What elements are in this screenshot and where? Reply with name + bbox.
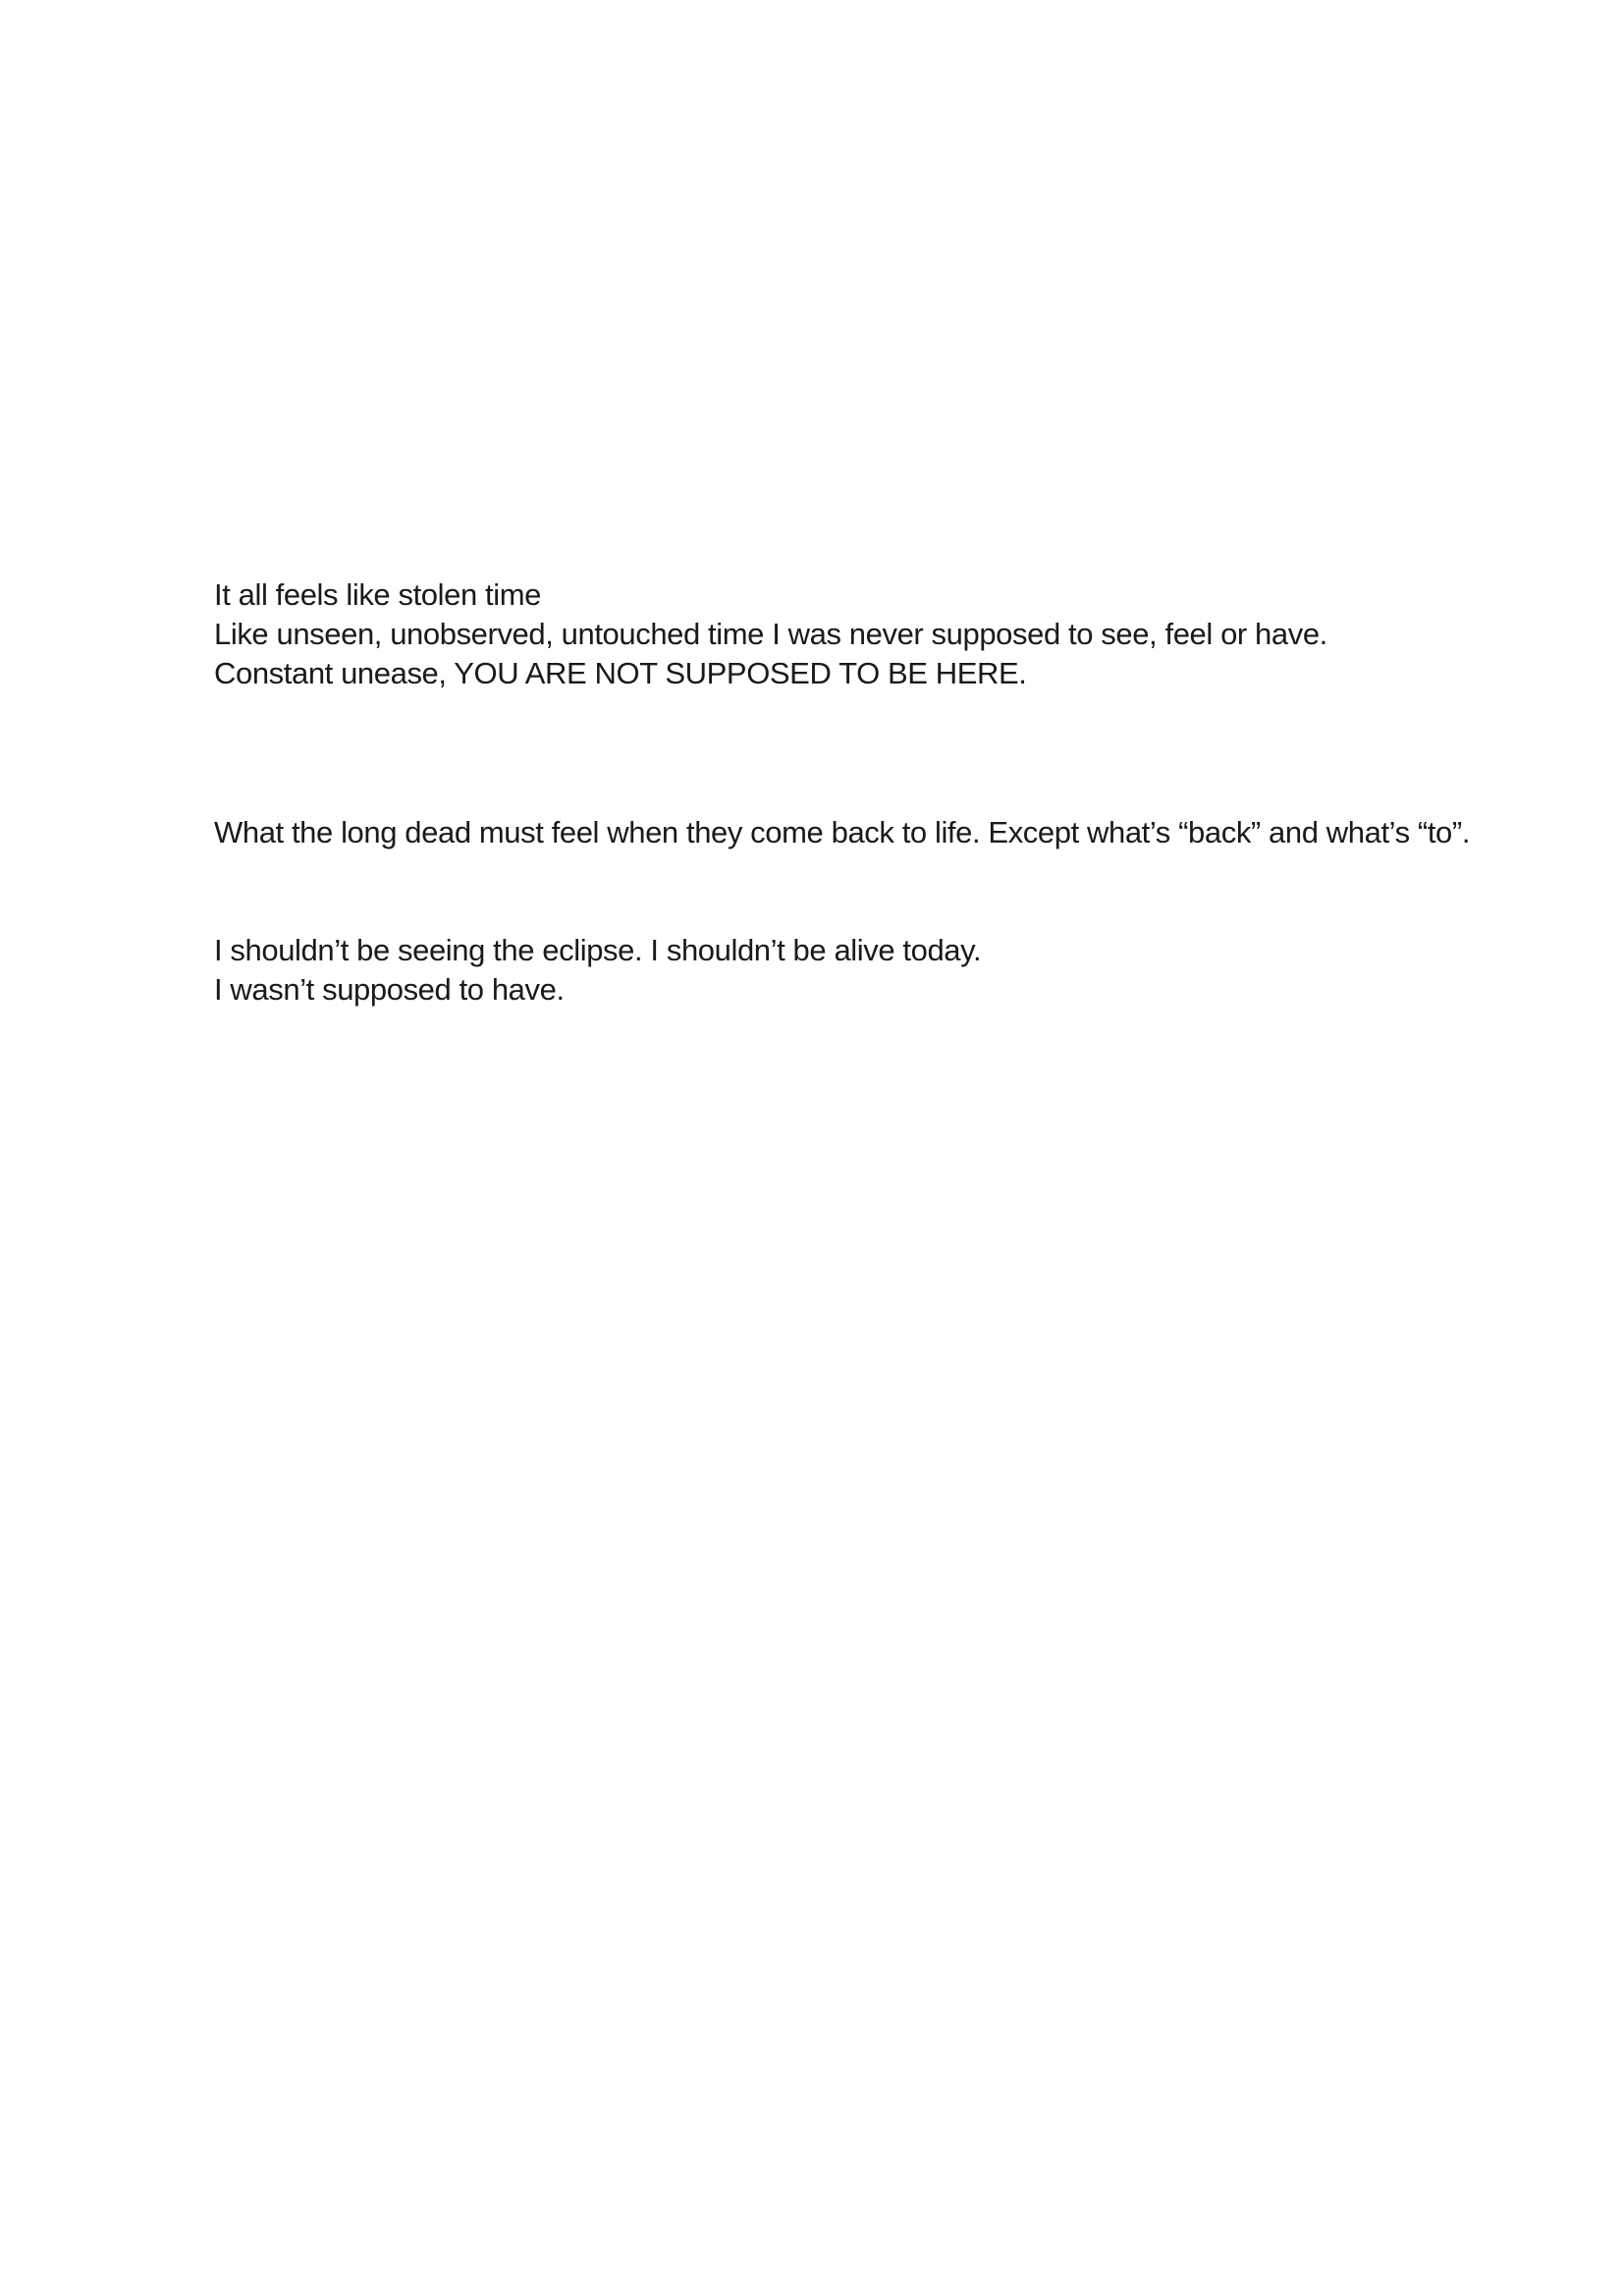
paragraph-long-dead bbox=[214, 813, 1490, 852]
paragraph-eclipse bbox=[214, 931, 1490, 1010]
text-line: I shouldn’t be seeing the eclipse. I shouldn’t be alive today. bbox=[214, 933, 982, 967]
text-line: I wasn’t supposed to have. bbox=[214, 972, 565, 1007]
paragraph-stolen-time bbox=[214, 575, 1490, 693]
text-line: Constant unease, YOU ARE NOT SUPPOSED TO BE HERE. bbox=[214, 656, 1027, 690]
text-line: It all feels like stolen time bbox=[214, 577, 541, 612]
text-line: Like unseen, unobserved, untouched time I was never supposed to see, feel or have. bbox=[214, 617, 1327, 651]
text-line: What the long dead must feel when they come back to life. Except what’s “back” and what’s “to”. bbox=[214, 815, 1471, 849]
